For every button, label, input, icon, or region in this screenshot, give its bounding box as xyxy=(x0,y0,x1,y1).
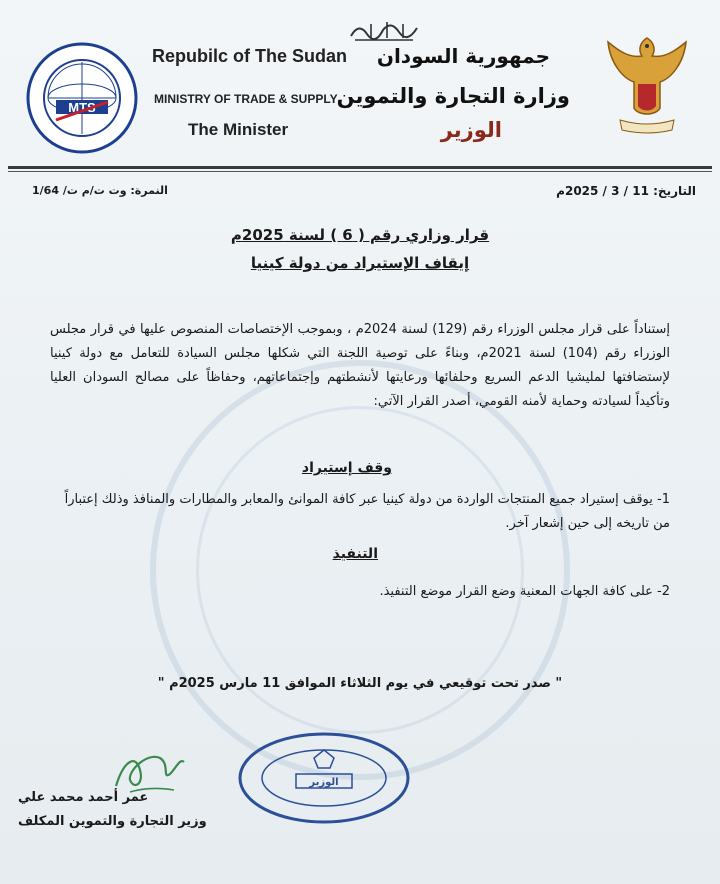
logo-text: MTS xyxy=(68,100,96,115)
decree-title: قرار وزاري رقم ( 6 ) لسنة 2025م xyxy=(230,226,490,244)
seal-label: الوزير xyxy=(309,777,339,788)
decree-item-1: 1- يوقف إستيراد جميع المنتجات الواردة من دولة كينيا عبر كافة الموانئ والمعابر والمطارات والمنافذ وذلك إعتباراً من تاريخه إلى حين إشعار آخر. xyxy=(64,492,670,531)
header-ministry-en: MINISTRY OF TRADE & SUPPLY xyxy=(154,92,338,106)
section-heading-implementation: التنفيذ xyxy=(332,546,378,562)
secretary-bird-emblem xyxy=(600,28,694,136)
signer-name: عمر أحمد محمد علي xyxy=(18,790,149,805)
calligraphy-basmala xyxy=(347,16,421,46)
header-minister-ar: الوزير xyxy=(440,118,502,142)
header-minister-en: The Minister xyxy=(188,120,289,139)
header-republic-en: Repubilc of The Sudan xyxy=(152,46,348,66)
reference-number: النمرة: وت ت/م ت/ 1/64 xyxy=(32,184,168,197)
preamble-paragraph: إستناداً على قرار مجلس الوزراء رقم (129) لسنة 2024م ، وبموجب الإختصاصات المنصوص عليها في قرار مجلس الوزراء رقم (104) لسنة 2021م، وبناءً على توصية اللجنة التي شكلها مجلس السيادة للتعامل مع دولة كينيا لإستضافتها لمليشيا الدعم السريع وحلفائها ورعايتها لأنشطتهم وإجتماعاتهم، وحفاظاً على مصالح السودان العليا وتأكيداً لسيادته وحماية لأمنه القومي، أصدر القرار الآتي: xyxy=(50,322,670,409)
signed-statement: " صدر تحت توقيعي في يوم الثلاثاء الموافق 11 مارس 2025م " xyxy=(157,676,563,691)
header-republic-ar: جمهورية السودان xyxy=(376,44,550,68)
decree-subject: إيقاف الإستيراد من دولة كينيا xyxy=(250,254,470,272)
header-rule xyxy=(8,166,712,169)
signer-title: وزير التجارة والتموين المكلف xyxy=(18,814,207,829)
section-heading-stop-import: وقف إستيراد xyxy=(301,460,392,476)
official-seal xyxy=(236,730,412,826)
ministry-logo xyxy=(26,42,138,154)
document-date: التاريخ: 11 / 3 / 2025م xyxy=(556,184,696,198)
header-ministry-ar: وزارة التجارة والتموين xyxy=(336,84,570,108)
decree-item-2: 2- على كافة الجهات المعنية وضع القرار موضع التنفيذ. xyxy=(379,584,670,599)
header-rule-thin xyxy=(8,171,712,172)
watermark-seal xyxy=(150,360,570,780)
